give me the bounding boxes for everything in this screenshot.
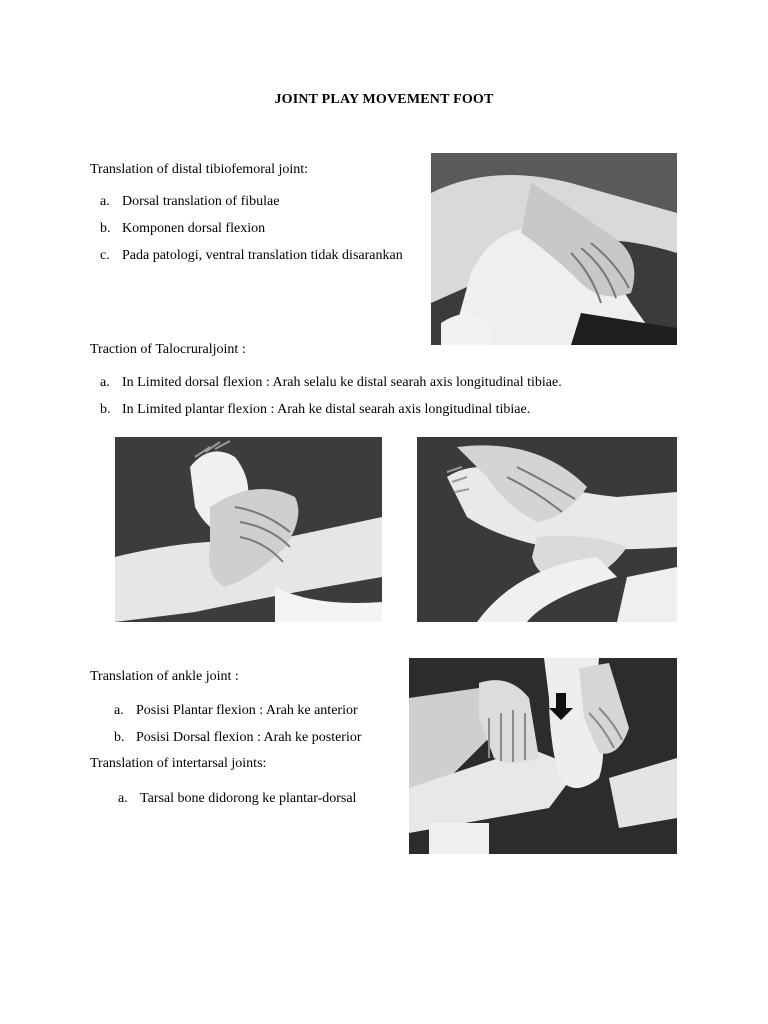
list-marker: b. <box>100 402 111 417</box>
photo-talocrural-traction-plantar <box>417 437 677 622</box>
list-marker: a. <box>100 375 110 390</box>
list-item <box>100 375 562 391</box>
list-item-text: Komponen dorsal flexion <box>122 221 266 236</box>
list-item <box>114 730 362 746</box>
section-heading-talocrural: Traction of Talocruraljoint : <box>90 342 246 357</box>
list-item-text: Posisi Plantar flexion : Arah ke anterior <box>136 703 358 718</box>
page-title: JOINT PLAY MOVEMENT FOOT <box>274 92 494 107</box>
list-item <box>100 248 403 264</box>
list-marker: a. <box>118 791 128 806</box>
list-marker: c. <box>100 248 110 263</box>
list-marker: b. <box>100 221 111 236</box>
section-heading-tibiofemoral: Translation of distal tibiofemoral joint: <box>90 162 309 177</box>
list-item <box>100 221 265 237</box>
photo-talocrural-traction-dorsal <box>115 437 382 622</box>
photo-tibiofemoral-translation <box>431 153 677 345</box>
section-heading-intertarsal: Translation of intertarsal joints: <box>90 756 267 771</box>
list-item-text: Dorsal translation of fibulae <box>122 194 280 209</box>
list-marker: a. <box>100 194 110 209</box>
list-item-text: In Limited dorsal flexion : Arah selalu ke distal searah axis longitudinal tibiae. <box>122 375 562 390</box>
photo-ankle-translation <box>409 658 677 854</box>
list-item <box>118 791 356 807</box>
list-item <box>114 703 358 719</box>
list-item-text: Posisi Dorsal flexion : Arah ke posterior <box>136 730 362 745</box>
list-item <box>100 194 279 210</box>
list-marker: a. <box>114 703 124 718</box>
list-item-text: Tarsal bone didorong ke plantar-dorsal <box>140 791 357 806</box>
list-item-text: Pada patologi, ventral translation tidak disarankan <box>122 248 403 263</box>
list-item-text: In Limited plantar flexion : Arah ke distal searah axis longitudinal tibiae. <box>122 402 531 417</box>
list-marker: b. <box>114 730 125 745</box>
list-item <box>100 402 530 418</box>
section-heading-ankle: Translation of ankle joint : <box>90 669 239 684</box>
